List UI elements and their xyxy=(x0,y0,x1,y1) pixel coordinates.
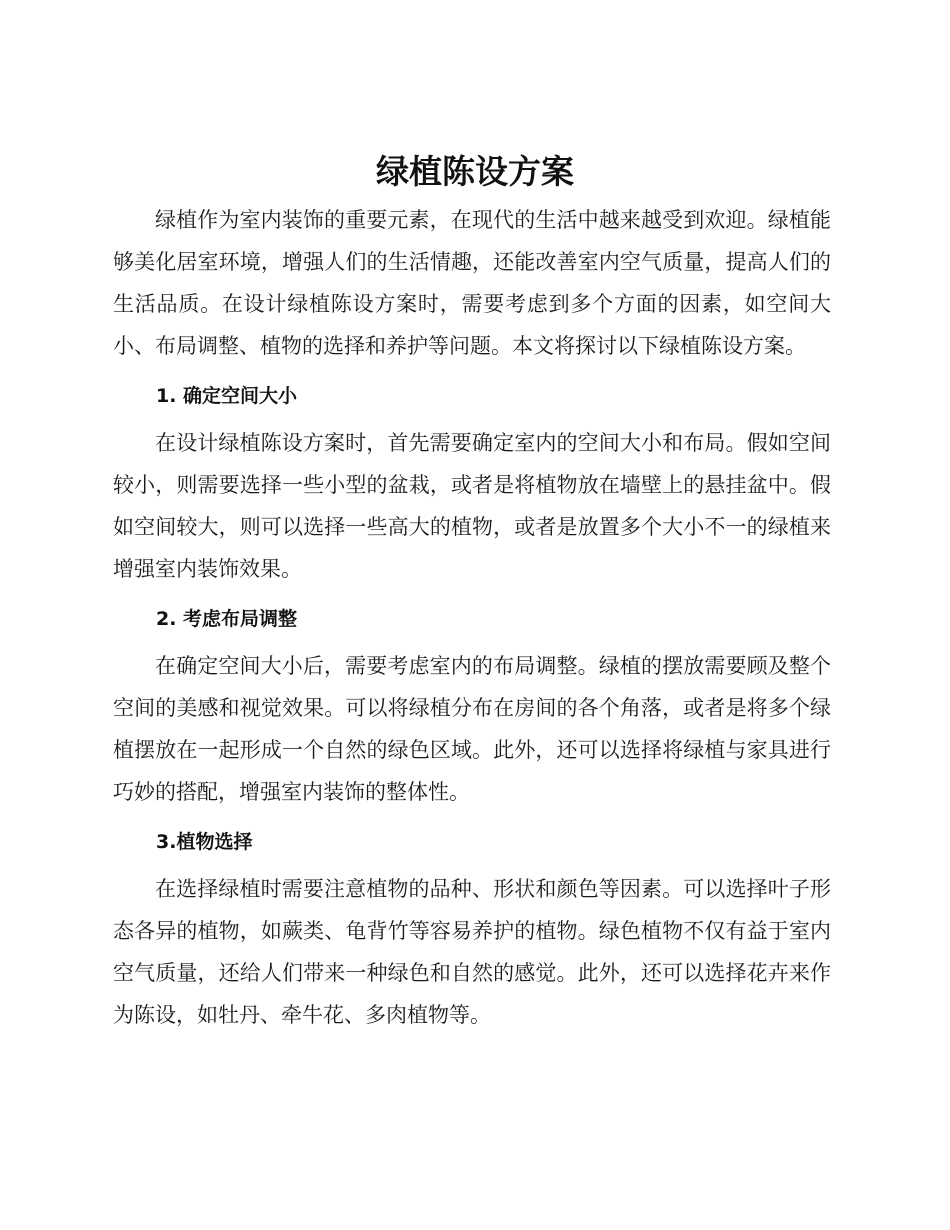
section-heading-space-size: 1. 确定空间大小 xyxy=(156,385,298,407)
section-heading-plant-selection: 3.植物选择 xyxy=(156,831,253,853)
section-heading-layout: 2. 考虑布局调整 xyxy=(156,608,298,630)
document-body xyxy=(113,199,831,1036)
section-body-layout: 在确定空间大小后，需要考虑室内的布局调整。绿植的摆放需要顾及整个空间的美感和视觉效果。可以将绿植分布在房间的各个角落，或者是将多个绿植摆放在一起形成一个自然的绿色区域。此外，还可以选择将绿植与家具进行巧妙的搭配，增强室内装饰的整体性。 xyxy=(113,654,831,804)
document-title: 绿植陈设方案 xyxy=(376,152,574,191)
section-body-plant-selection: 在选择绿植时需要注意植物的品种、形状和颜色等因素。可以选择叶子形态各异的植物，如蕨类、龟背竹等容易养护的植物。绿色植物不仅有益于室内空气质量，还给人们带来一种绿色和自然的感觉。此外，还可以选择花卉来作为陈设，如牡丹、牵牛花、多肉植物等。 xyxy=(113,877,831,1027)
intro-paragraph: 绿植作为室内装饰的重要元素，在现代的生活中越来越受到欢迎。绿植能够美化居室环境，增强人们的生活情趣，还能改善室内空气质量，提高人们的生活品质。在设计绿植陈设方案时，需要考虑到多个方面的因素，如空间大小、布局调整、植物的选择和养护等问题。本文将探讨以下绿植陈设方案。 xyxy=(113,208,831,358)
section-body-space-size: 在设计绿植陈设方案时，首先需要确定室内的空间大小和布局。假如空间较小，则需要选择一些小型的盆栽，或者是将植物放在墙壁上的悬挂盆中。假如空间较大，则可以选择一些高大的植物，或者是放置多个大小不一的绿植来增强室内装饰效果。 xyxy=(113,431,831,581)
